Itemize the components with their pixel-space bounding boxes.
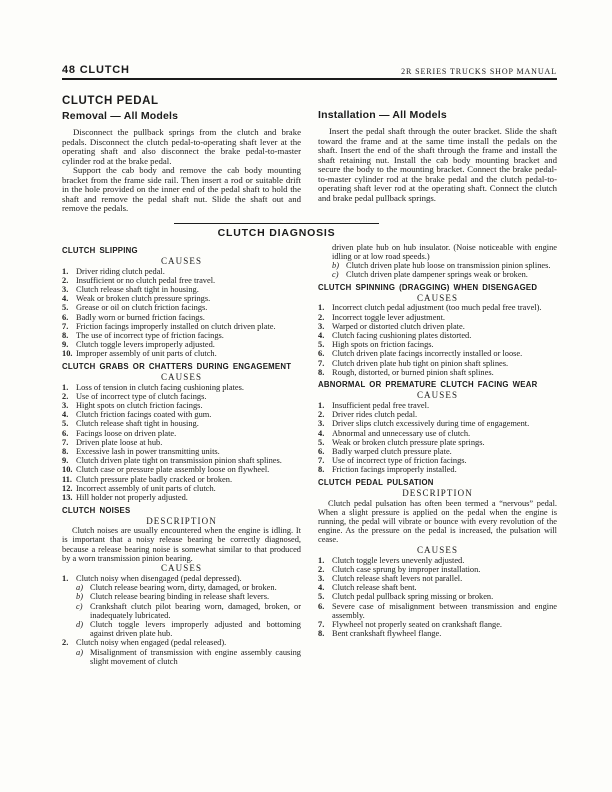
cause-item [62, 392, 301, 401]
cause-number: 7. [318, 456, 325, 466]
cause-item [318, 556, 557, 565]
cause-number: a) [76, 583, 83, 593]
block-label: CAUSES [416, 390, 459, 401]
cause-item [62, 456, 301, 465]
cause-item [62, 574, 301, 583]
cause-text: Crankshaft clutch pilot bearing worn, damaged, broken, or inadequately lubricated. [90, 601, 301, 620]
removal-paragraph-1: Disconnect the pullback springs from the clutch and brake pedals. Disconnect the clutch pedal-to-operating shaft lever at the operating shaft and also disconnect the brake pedal-to-master cylinder rod at the brake pedal. [62, 127, 301, 166]
block-label: CAUSES [160, 372, 203, 383]
cause-text: Friction facings improperly installed. [332, 465, 457, 475]
cause-item [62, 276, 301, 285]
cause-item [318, 456, 557, 465]
cause-item [62, 419, 301, 428]
block-label: CAUSES [416, 545, 459, 556]
cause-item [62, 638, 301, 647]
cause-number: 1. [318, 303, 325, 313]
section-heading: CLUTCH SLIPPING [62, 246, 138, 255]
cause-item [318, 565, 557, 574]
cause-item [62, 313, 301, 322]
cause-number: c) [76, 601, 83, 611]
block-label: CAUSES [416, 292, 459, 303]
cause-item [62, 285, 301, 294]
cause-text: Incorrect clutch pedal adjustment (too much pedal free travel). [332, 303, 542, 313]
cause-item [318, 465, 557, 474]
cause-text: Clutch toggle levers improperly adjusted and bottoming against driven plate hub. [90, 620, 301, 639]
cause-item [318, 359, 557, 368]
cause-item [318, 410, 557, 419]
cause-text: Clutch release shaft tight in housing. [76, 419, 199, 429]
section-heading: CLUTCH PEDAL PULSATION [318, 478, 434, 488]
section-heading: ABNORMAL OR PREMATURE CLUTCH FACING WEAR [318, 380, 538, 390]
cause-number: 8. [318, 465, 325, 475]
cause-item [318, 349, 557, 358]
cause-text: Clutch driven plate hub tight on pinion shaft splines. [332, 358, 509, 368]
manual-title: 2R SERIES TRUCKS SHOP MANUAL [401, 67, 557, 76]
cause-item [318, 303, 557, 312]
clutch-pedal-section [62, 95, 557, 214]
cause-number: 6. [318, 601, 325, 611]
cause-item [62, 349, 301, 358]
running-header [62, 64, 557, 76]
cause-text: Bent crankshaft flywheel flange. [332, 629, 442, 639]
cause-number: c) [332, 270, 339, 280]
cause-text: Warped or distorted clutch driven plate. [332, 321, 465, 331]
cause-text: Insufficient or no clutch pedal free travel. [76, 275, 216, 285]
cause-item [332, 243, 557, 261]
section-heading: CLUTCH SPINNING (DRAGGING) WHEN DISENGAGED [318, 282, 538, 292]
cause-number: 4. [318, 428, 325, 438]
cause-item [76, 583, 301, 592]
cause-text: Misalignment of transmission with engine assembly causing slight movement of clutch [90, 647, 301, 666]
cause-item [332, 261, 557, 270]
cause-item [62, 447, 301, 456]
cause-number: 13. [62, 492, 73, 502]
cause-number: 10. [62, 349, 73, 359]
cause-number: 2. [318, 312, 325, 322]
cause-number: 8. [318, 629, 325, 639]
cause-text: Clutch driven plate hub loose on transmission pinion splines. [346, 260, 551, 270]
cause-number: 3. [318, 573, 325, 583]
cause-number: 1. [62, 573, 69, 583]
cause-item [318, 583, 557, 592]
cause-number: 2. [318, 410, 325, 420]
cause-item [62, 493, 301, 502]
cause-item [62, 294, 301, 303]
cause-text: Clutch pedal pullback spring missing or broken. [332, 592, 494, 602]
cause-text: driven plate hub on hub insulator. (Noise noticeable with engine idling or at low road speeds.) [332, 242, 557, 261]
subsection-title-removal: Removal — All Models [62, 110, 179, 122]
cause-item [318, 340, 557, 349]
section-title-clutch-pedal: CLUTCH PEDAL [62, 95, 159, 107]
diagnosis-subsection [318, 283, 557, 377]
cause-number: d) [76, 620, 83, 629]
cause-number: 6. [62, 428, 69, 438]
cause-item [62, 484, 301, 493]
cause-number: 2. [62, 638, 69, 648]
diagnosis-subsection [318, 478, 557, 638]
cause-number: 8. [62, 446, 69, 456]
description-paragraph: Clutch noises are usually encountered when the engine is idling. It is important that a noisy release bearing be correctly diagnosed, because a release bearing noise is somewhat similar to that produced by a worn transmission pinion bearing. [62, 526, 301, 563]
cause-number: 5. [318, 437, 325, 447]
cause-number: 4. [62, 294, 69, 304]
cause-number: 7. [62, 321, 69, 331]
cause-number: 6. [318, 349, 325, 359]
cause-number: 2. [318, 564, 325, 574]
cause-text: Clutch noisy when engaged (pedal released). [76, 638, 227, 648]
diagnosis-subsection [62, 362, 301, 502]
cause-text: Clutch noisy when disengaged (pedal depressed). [76, 573, 242, 583]
cause-text: Clutch release shaft levers not parallel. [332, 573, 463, 583]
cause-text: Friction facings improperly installed on clutch driven plate. [76, 321, 276, 331]
cause-number: 7. [318, 358, 325, 368]
cause-number: 3. [318, 321, 325, 331]
cause-number: 1. [318, 555, 325, 565]
cause-number: 11. [62, 474, 73, 484]
cause-text: Clutch case sprung by improper installation. [332, 564, 481, 574]
removal-paragraph-2: Support the cab body and remove the cab body mounting bracket from the frame side rail. Then insert a rod or suitable drift in the hole provided on the inner end of the pedal shaft to hold the shaft and remove the pedal shaft nut. Slide the shaft out and remove the pedals. [62, 165, 301, 213]
cause-item [62, 322, 301, 331]
cause-number: 7. [318, 620, 325, 629]
block-label: CAUSES [160, 256, 203, 266]
cause-text: Clutch facing cushioning plates distorted. [332, 330, 472, 340]
cause-number: 6. [62, 312, 69, 322]
cause-number: 3. [318, 419, 325, 429]
cause-text: High spots on friction facings. [332, 340, 434, 350]
cause-item [76, 592, 301, 601]
cause-text: Badly warped clutch pressure plate. [332, 446, 452, 456]
cause-text: Clutch release bearing worn, dirty, damaged, or broken. [90, 583, 277, 593]
cause-item [318, 602, 557, 620]
cause-text: Clutch release shaft tight in housing. [76, 284, 199, 294]
cause-number: 3. [62, 400, 69, 410]
cause-item [318, 313, 557, 322]
cause-text: Clutch driven plate dampener springs weak or broken. [346, 270, 528, 280]
cause-item [62, 429, 301, 438]
cause-number: 12. [62, 483, 73, 493]
cause-text: Severe case of misalignment between transmission and engine assembly. [332, 601, 557, 620]
cause-text: Insufficient pedal free travel. [332, 400, 430, 410]
block-label: DESCRIPTION [402, 488, 473, 499]
cause-number: 2. [62, 275, 69, 285]
diagnosis-subsection [318, 380, 557, 474]
cause-item [62, 465, 301, 474]
cause-item [62, 303, 301, 312]
cause-text: Use of incorrect type of friction facings. [332, 456, 467, 466]
cause-number: 1. [62, 382, 69, 392]
cause-text: Driven plate loose at hub. [76, 437, 163, 447]
cause-number: 4. [62, 410, 69, 420]
diagnosis-subsection [318, 243, 557, 280]
cause-text: Facings loose on driven plate. [76, 428, 177, 438]
cause-item [62, 401, 301, 410]
cause-item [62, 267, 301, 276]
cause-text: Use of incorrect type of clutch facings. [76, 391, 207, 401]
cause-number: 8. [62, 330, 69, 340]
cause-item [62, 475, 301, 484]
cause-item [318, 592, 557, 601]
cause-text: Driver rides clutch pedal. [332, 410, 418, 420]
block-label: DESCRIPTION [146, 515, 217, 526]
cause-item [318, 447, 557, 456]
cause-text: Clutch driven plate facings incorrectly installed or loose. [332, 349, 523, 359]
cause-text: Clutch case or pressure plate assembly loose on flywheel. [76, 465, 270, 475]
cause-text: Clutch release bearing binding in release shaft levers. [90, 592, 270, 602]
cause-number: 5. [62, 303, 69, 313]
cause-text: Grease or oil on clutch friction facings. [76, 303, 208, 313]
cause-item [318, 438, 557, 447]
cause-number: b) [76, 592, 83, 602]
cause-item [318, 620, 557, 629]
cause-text: Incorrect assembly of unit parts of clutch. [76, 483, 216, 493]
diagnosis-subsection [62, 246, 301, 359]
cause-item [318, 401, 557, 410]
cause-text: Clutch toggle levers improperly adjusted. [76, 340, 215, 350]
cause-text: Loss of tension in clutch facing cushioning plates. [76, 382, 244, 392]
cause-number: 1. [318, 400, 325, 410]
cause-number: 2. [62, 391, 69, 401]
cause-item [76, 620, 301, 638]
cause-text: Weak or broken clutch pressure plate springs. [332, 437, 485, 447]
cause-number: 5. [62, 419, 69, 429]
cause-text: Clutch friction facings coated with gum. [76, 410, 212, 420]
section-heading: CLUTCH NOISES [62, 505, 131, 515]
diagnosis-subsection [62, 506, 301, 666]
cause-number: 5. [318, 340, 325, 350]
cause-number: 9. [62, 456, 69, 466]
subsection-title-installation: Installation — All Models [318, 109, 447, 121]
cause-text: Hill holder not properly adjusted. [76, 492, 188, 502]
cause-text: Excessive lash in power transmitting units. [76, 446, 220, 456]
cause-item [318, 331, 557, 340]
section-heading: CLUTCH GRABS OR CHATTERS DURING ENGAGEMENT [62, 362, 292, 372]
cause-number: 7. [62, 437, 69, 447]
diagnosis-title: CLUTCH DIAGNOSIS [217, 226, 336, 239]
top-right-column [318, 95, 557, 214]
cause-item [318, 322, 557, 331]
top-left-column [62, 95, 301, 214]
cause-item [318, 368, 557, 377]
cause-text: Improper assembly of unit parts of clutch. [76, 349, 217, 359]
cause-number: 6. [318, 446, 325, 456]
diagnosis-left-column [62, 243, 301, 667]
installation-paragraph: Insert the pedal shaft through the outer bracket. Slide the shaft toward the frame and at the same time install the pedals on the shaft. Insert the end of the shaft through the frame and install the shaft retaining nut. Install the cab body mounting bracket and secure the body to the mounting bracket. Connect the brake pedal-to-master cylinder rod at the brake pedal and the clutch pedal-to-operating shaft lever rod at the operating shaft. Connect the clutch and brake pedal pullback springs. [318, 126, 557, 203]
cause-number: 5. [318, 592, 325, 602]
cause-text: Incorrect toggle lever adjustment. [332, 312, 446, 322]
cause-item [318, 629, 557, 638]
cause-number: 8. [318, 367, 325, 377]
cause-number: 10. [62, 465, 73, 475]
cause-text: Driver slips clutch excessively during time of engagement. [332, 419, 530, 429]
cause-text: The use of incorrect type of friction facings. [76, 330, 224, 340]
cause-item [76, 602, 301, 620]
cause-item [62, 383, 301, 392]
cause-item [62, 410, 301, 419]
block-label: CAUSES [160, 563, 203, 574]
cause-item [62, 438, 301, 447]
cause-text: Clutch driven plate tight on transmission pinion shaft splines. [76, 456, 282, 466]
cause-item [318, 574, 557, 583]
cause-item [62, 340, 301, 349]
page-number-chapter: 48 CLUTCH [62, 64, 130, 76]
cause-number: 3. [62, 284, 69, 294]
cause-text: Badly worn or burned friction facings. [76, 312, 205, 322]
cause-item [318, 429, 557, 438]
cause-text: Abnormal and unnecessary use of clutch. [332, 428, 471, 438]
cause-item [62, 331, 301, 340]
cause-item [76, 648, 301, 666]
cause-number: 4. [318, 330, 325, 340]
cause-number: 4. [318, 583, 325, 593]
cause-item [318, 419, 557, 428]
cause-number: b) [332, 260, 339, 270]
cause-text: Flywheel not properly seated on crankshaft flange. [332, 620, 503, 629]
cause-text: Clutch release shaft bent. [332, 583, 417, 593]
cause-number: 1. [62, 266, 69, 276]
header-rule [62, 78, 557, 80]
cause-item [332, 270, 557, 279]
cause-text: Clutch toggle levers unevenly adjusted. [332, 555, 465, 565]
cause-text: Clutch pressure plate badly cracked or broken. [76, 474, 233, 484]
cause-text: Weak or broken clutch pressure springs. [76, 294, 211, 304]
cause-number: a) [76, 647, 83, 657]
cause-number: 9. [62, 340, 69, 350]
diagnosis-section [62, 243, 557, 667]
cause-text: Rough, distorted, or burned pinion shaft splines. [332, 367, 494, 377]
cause-text: Hight spots on clutch friction facings. [76, 400, 203, 410]
cause-text: Driver riding clutch pedal. [76, 266, 165, 276]
diagnosis-right-column [318, 243, 557, 667]
description-paragraph: Clutch pedal pulsation has often been termed a “nervous” pedal. When a slight pressure is applied on the pedal when the engine is running, the pedal will vibrate or bounce with every revolution of the engine. As the pressure on the pedal is increased, the pulsation will cease. [318, 498, 557, 545]
